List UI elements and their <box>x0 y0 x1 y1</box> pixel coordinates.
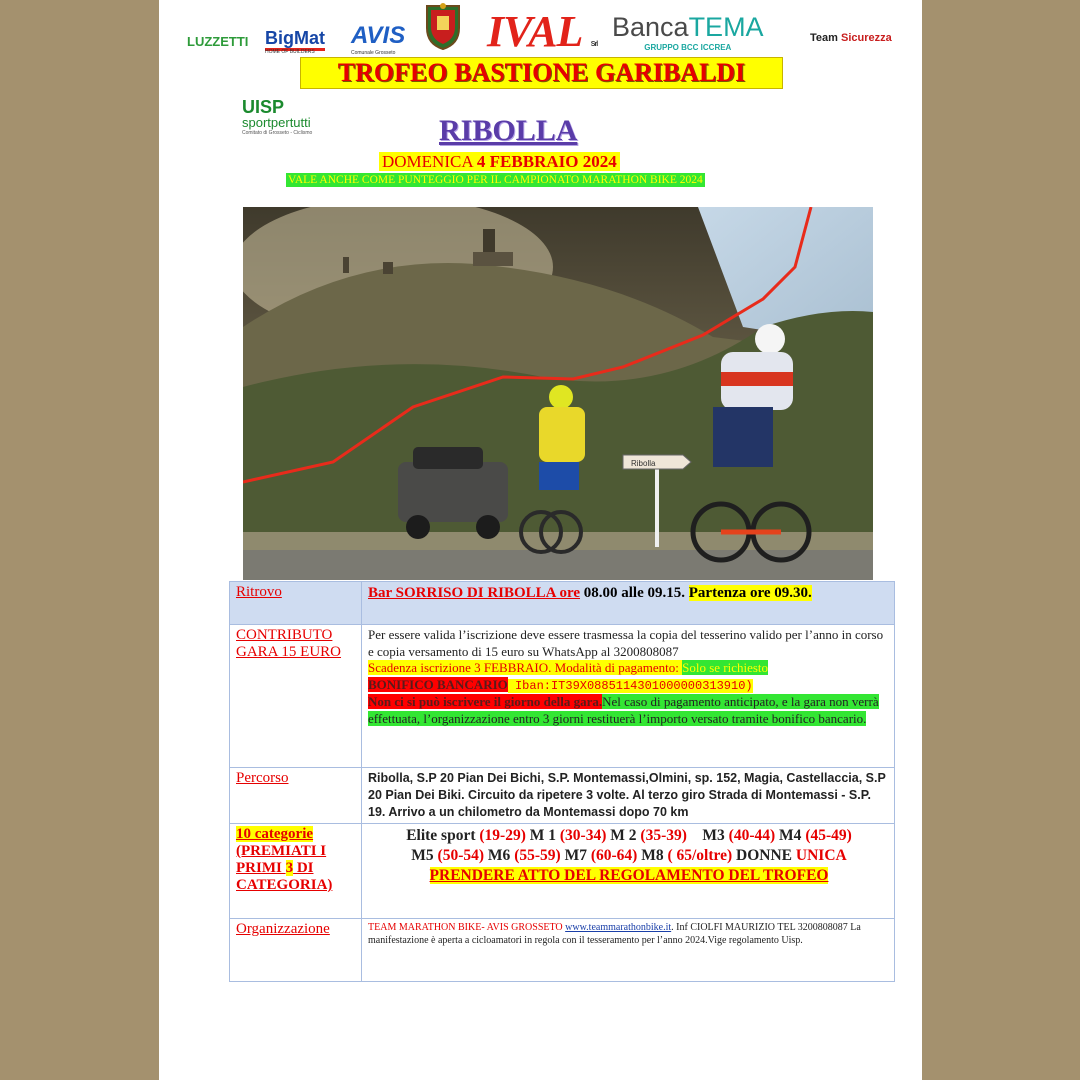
organizzazione-cell <box>362 919 895 982</box>
category-range: ( 65/oltre) <box>667 847 737 864</box>
deadline-text: Scadenza iscrizione 3 FEBBRAIO. Modalità di pagamento: <box>368 660 683 675</box>
website-link[interactable]: www.teammarathonbike.it <box>565 922 672 933</box>
category-name: M6 <box>487 847 515 864</box>
sicurezza-text: Sicurezza <box>840 32 892 44</box>
category-range: (35-39) <box>640 827 687 844</box>
ritrovo-start: Partenza ore 09.30. <box>688 585 812 601</box>
ritrovo-place: Bar SORRISO DI RIBOLLA ore <box>368 585 580 601</box>
category-name: M8 <box>641 847 668 864</box>
category-range: (45-49) <box>805 827 852 844</box>
table-row <box>230 582 895 625</box>
category-range: (19-29) <box>479 827 530 844</box>
category-name: M 1 <box>529 827 560 844</box>
banca-text: Banca <box>612 12 689 42</box>
contributo-label <box>230 625 362 768</box>
location-heading: RIBOLLA <box>439 114 578 147</box>
category-range: UNICA <box>795 847 847 864</box>
iban-text: Iban:IT39X0885114301000000313910) <box>507 678 753 693</box>
categorie-cell <box>362 824 895 919</box>
category-name: M4 <box>779 827 806 844</box>
bigmat-tagline: HOME OF BUILDERS <box>265 49 315 55</box>
categorie-label-b: (PREMIATI I PRIMI <box>236 843 327 876</box>
percorso-label: Percorso <box>230 768 362 824</box>
date-main: 4 FEBBRAIO 2024 <box>476 152 617 171</box>
category-name: M5 <box>411 847 438 864</box>
contributo-text: Per essere valida l’iscrizione deve essere trasmessa la copia del tesserino valido per l’anno in corso e copia versamento di 15 euro su WhatsApp al 3200808087 <box>368 627 884 659</box>
category-range: (40-44) <box>728 827 780 844</box>
organizzazione-team: TEAM MARATHON BIKE- AVIS GROSSETO <box>368 922 566 933</box>
race-photo-illustration <box>243 207 873 580</box>
regolamento-notice: PRENDERE ATTO DEL REGOLAMENTO DEL TROFEO <box>429 867 829 884</box>
categorie-label-num: 3 <box>285 860 294 876</box>
bonifico-text: BONIFICO BANCARIO <box>368 676 508 692</box>
luzzetti-text: LUZZETTI <box>187 34 249 49</box>
ival-tagline: Srl <box>590 41 598 48</box>
avis-logo <box>351 22 405 56</box>
ival-text: IVAL <box>487 7 581 56</box>
bigmat-logo <box>265 28 325 55</box>
category-range: (30-34) <box>559 827 611 844</box>
category-range: (50-54) <box>437 847 488 864</box>
coat-of-arms-icon <box>423 2 463 50</box>
banca-tema-logo <box>612 12 764 52</box>
organizzazione-info: . Inf CIOLFI MAURIZIO TEL 3200808087 La manifestazione è aperta a cicloamatori in regola con il tesseramento per l’anno 2024.Vige regolamento Uisp. <box>368 922 861 946</box>
uisp-logo <box>242 98 312 136</box>
table-row <box>230 768 895 824</box>
only-if-requested: Solo se richiesto <box>682 660 769 675</box>
championship-note: VALE ANCHE COME PUNTEGGIO PER IL CAMPIONATO MARATHON BIKE 2024 <box>288 174 703 186</box>
category-name: M7 <box>564 847 591 864</box>
category-name: Elite sport <box>406 827 480 844</box>
team-text: Team <box>810 32 838 44</box>
uisp-subtitle: Comitato di Grosseto - Ciclismo <box>242 130 313 136</box>
banca-tagline: GRUPPO BCC ICCREA <box>644 43 732 52</box>
percorso-text: Ribolla, S.P 20 Pian Dei Bichi, S.P. Montemassi,Olmini, sp. 152, Magia, Castellaccia, S.P 20 Pian Dei Biki. Circuito da ripetere 3 volte. Al terzo giro Strada di Montemassi - S.P. 19. Arrivo a un chilometro da Montemassi dopo 70 km <box>362 768 895 824</box>
category-list <box>368 826 890 866</box>
contributo-cell <box>362 625 895 768</box>
table-row <box>230 625 895 768</box>
race-photo <box>243 207 873 580</box>
category-range: (55-59) <box>514 847 565 864</box>
poster-sheet <box>159 0 922 1080</box>
table-row <box>230 824 895 919</box>
contributo-label-line1: CONTRIBUTO <box>236 627 333 643</box>
ritrovo-label: Ritrovo <box>230 582 362 625</box>
road-sign-text: Ribolla <box>631 459 656 468</box>
table-row <box>230 919 895 982</box>
tema-text: TEMA <box>688 12 764 42</box>
categorie-label <box>230 824 362 919</box>
ival-logo <box>487 6 597 57</box>
category-name: M3 <box>702 827 729 844</box>
avis-tagline: Comunale Grosseto <box>351 50 396 56</box>
info-table <box>229 581 895 982</box>
ritrovo-cell <box>362 582 895 625</box>
event-title: TROFEO BASTIONE GARIBALDI <box>300 57 783 89</box>
date-prefix: DOMENICA <box>382 152 473 171</box>
category-name: DONNE <box>736 847 796 864</box>
organizzazione-label: Organizzazione <box>230 919 362 982</box>
no-same-day-text: Non ci si può iscrivere il giorno della gara. <box>368 694 603 709</box>
uisp-tagline: sportpertutti <box>242 115 311 130</box>
luzzetti-logo <box>187 34 248 49</box>
contributo-label-line2: GARA 15 EURO <box>236 644 342 660</box>
avis-text: AVIS <box>351 22 406 49</box>
ritrovo-time: 08.00 alle 09.15. <box>580 585 689 601</box>
category-range: (60-64) <box>590 847 642 864</box>
category-name: M 2 <box>610 827 641 844</box>
team-sicurezza-logo <box>810 32 892 44</box>
categorie-label-a: 10 categorie <box>236 826 314 842</box>
categorie-label-c: DI CATEGORIA) <box>236 860 333 893</box>
refund-text: Nel caso di pagamento anticipato, e la gara non verrà effettuata, l’organizzazione entro 3 giorni restituerà l’importo versato tramite bonifico bancario. <box>368 694 879 726</box>
event-date <box>379 152 620 171</box>
bigmat-text: BigMat <box>265 28 325 51</box>
uisp-text: UISP <box>242 97 285 117</box>
